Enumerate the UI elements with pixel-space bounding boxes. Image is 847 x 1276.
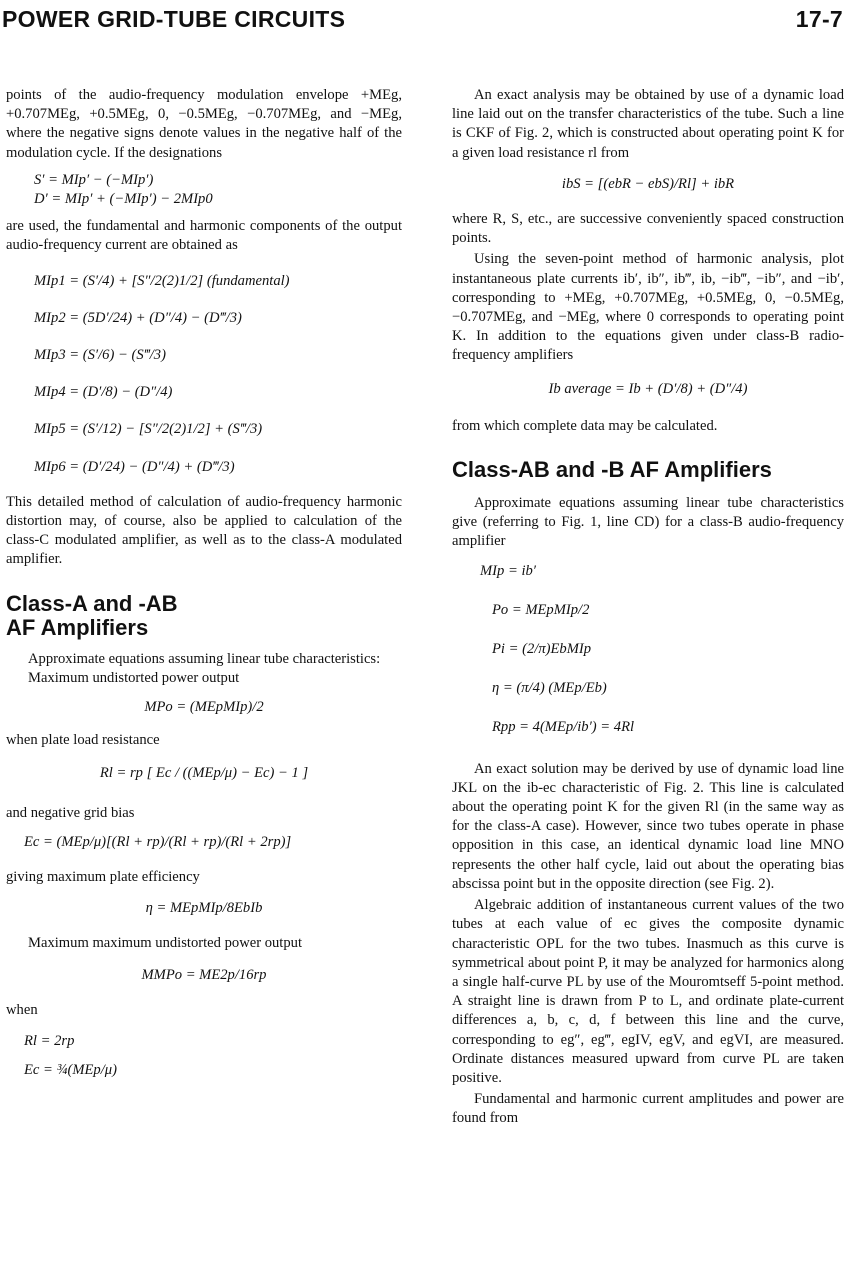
paragraph: when xyxy=(6,1001,38,1018)
equation-b5: Rpp = 4(MEp/ib′) = 4Rl xyxy=(492,719,635,736)
paragraph: Algebraic addition of instantaneous current values of the two tubes at each value of ec gives the composite dynamic characteristic OPL for the two tubes. Inasmuch as this curve is symmetrical about point P, it may be analyzed for harmonics along a single half-curve PL by use of the Mouromtseff 5-point method. A straight line is drawn from P to L, and ordinate plate-current differences a, b, c, d, f between this line and the curve, corresponding to eg″, eg‴, egIV, egV, and egVI, are measured. Ordinate distances measured upward from curve PL are taken positive. xyxy=(452,897,844,1086)
equation-ip6: MIp6 = (D′/24) − (D″/4) + (D‴/3) xyxy=(34,458,235,475)
paragraph: Using the seven-point method of harmonic analysis, plot instantaneous plate currents ib′, ib″, ib‴, ib, −ib‴, −ib″, and −ib′, corresponding to +MEg, +0.707MEg, +0.5MEg, 0, −0.5MEg, −0.707MEg, and −MEg, where 0 corresponds to operating point K. In addition to the equations given under class-B radio-frequency amplifiers xyxy=(452,251,844,364)
equation-d: D′ = MIp′ + (−MIp′) − 2MIp0 xyxy=(34,191,213,208)
equation-s: S′ = MIp′ − (−MIp′) xyxy=(34,171,154,188)
equation-ip3: MIp3 = (S′/6) − (S‴/3) xyxy=(34,347,166,364)
equation-po: MPo = (MEpMIp)/2 xyxy=(144,699,264,716)
equation-b1: MIp = ib′ xyxy=(480,562,537,579)
equation-ec2: Ec = ¾(MEp/μ) xyxy=(24,1062,117,1079)
paragraph: Maximum undistorted power output xyxy=(28,669,240,686)
equation-ib: ibS = [(ebR − ebS)/Rl] + ibR xyxy=(561,175,735,192)
equation-b3: Pi = (2/π)EbMIp xyxy=(492,641,592,658)
running-title: POWER GRID-TUBE CIRCUITS xyxy=(2,6,346,32)
paragraph: This detailed method of calculation of audio-frequency harmonic distortion may, of course, also be applied to calculation of the class-C modulated amplifier, as well as to the class-A modulated amplifier. xyxy=(6,493,402,568)
left-column xyxy=(6,86,402,1081)
equation-mmpo: MMPo = ME2p/16rp xyxy=(141,966,267,983)
equation-b4: η = (π/4) (MEp/Eb) xyxy=(492,680,607,697)
paragraph: Approximate equations assuming linear tube characteristics: xyxy=(28,650,381,667)
paragraph: when plate load resistance xyxy=(6,732,160,749)
paragraph: An exact analysis may be obtained by use of a dynamic load line laid out on the transfer characteristics of the tube. Such a line is CKF of Fig. 2, which is constructed about operating point K for a given load resistance rl from xyxy=(452,87,844,161)
paragraph: Approximate equations assuming linear tube characteristics give (referring to Fig. 1, line CD) for a class-B audio-frequency amplifier xyxy=(452,495,844,550)
equation-avg: Ib average = Ib + (D′/8) + (D″/4) xyxy=(548,380,748,397)
equation-rl: Rl = rp [ Ec / ((MEp/μ) − Ec) − 1 ] xyxy=(99,765,309,782)
page-header xyxy=(0,6,847,36)
equation-ip1: MIp1 = (S′/4) + [S″/2(2)1/2] (fundamental) xyxy=(34,272,290,289)
paragraph: Fundamental and harmonic current amplitudes and power are found from xyxy=(452,1091,844,1127)
paragraph: from which complete data may be calculated. xyxy=(452,417,718,434)
paragraph: and negative grid bias xyxy=(6,804,135,821)
equation-ec: Ec = (MEp/μ)[(Rl + rp)/(Rl + rp)/(Rl + 2rp)] xyxy=(24,833,292,850)
paragraph: Maximum maximum undistorted power output xyxy=(28,935,303,952)
equation-ip5: MIp5 = (S′/12) − [S″/2(2)1/2] + (S‴/3) xyxy=(34,421,263,438)
equation-eta: η = MEpMIp/8EbIb xyxy=(145,900,263,917)
section-heading: Class-A and -AB xyxy=(6,590,178,616)
equation-ip2: MIp2 = (5D′/24) + (D″/4) − (D‴/3) xyxy=(34,309,242,326)
equation-b2: Po = MEpMIp/2 xyxy=(492,601,590,618)
equation-ip4: MIp4 = (D′/8) − (D″/4) xyxy=(34,384,173,401)
equation-rl2: Rl = 2rp xyxy=(24,1033,75,1050)
paragraph: are used, the fundamental and harmonic components of the output audio-frequency current are obtained as xyxy=(6,218,402,254)
section-heading: Class-AB and -B AF Amplifiers xyxy=(452,457,772,483)
paragraph: where R, S, etc., are successive conveniently spaced construction points. xyxy=(452,211,844,247)
right-column xyxy=(452,86,844,1137)
section-heading: AF Amplifiers xyxy=(6,614,149,640)
paragraph: An exact solution may be derived by use of dynamic load line JKL on the ib-ec characteristic of Fig. 2. This line is calculated about the operating point K for the given Rl (in the same way as for the class-A case). However, since two tubes operate in phase opposition in this case, an identical dynamic load line MNO represents the other half cycle, laid out about the operating bias abscissa point but in the opposite direction (see Fig. 2). xyxy=(452,760,844,892)
paragraph: giving maximum plate efficiency xyxy=(6,869,200,886)
page-number: 17-7 xyxy=(795,6,843,32)
paragraph: points of the audio-frequency modulation envelope +MEg, +0.707MEg, +0.5MEg, 0, −0.5MEg, −0.707MEg, and −MEg, where the negative signs denote values in the negative half of the modulation cycle. If the designations xyxy=(6,87,402,161)
